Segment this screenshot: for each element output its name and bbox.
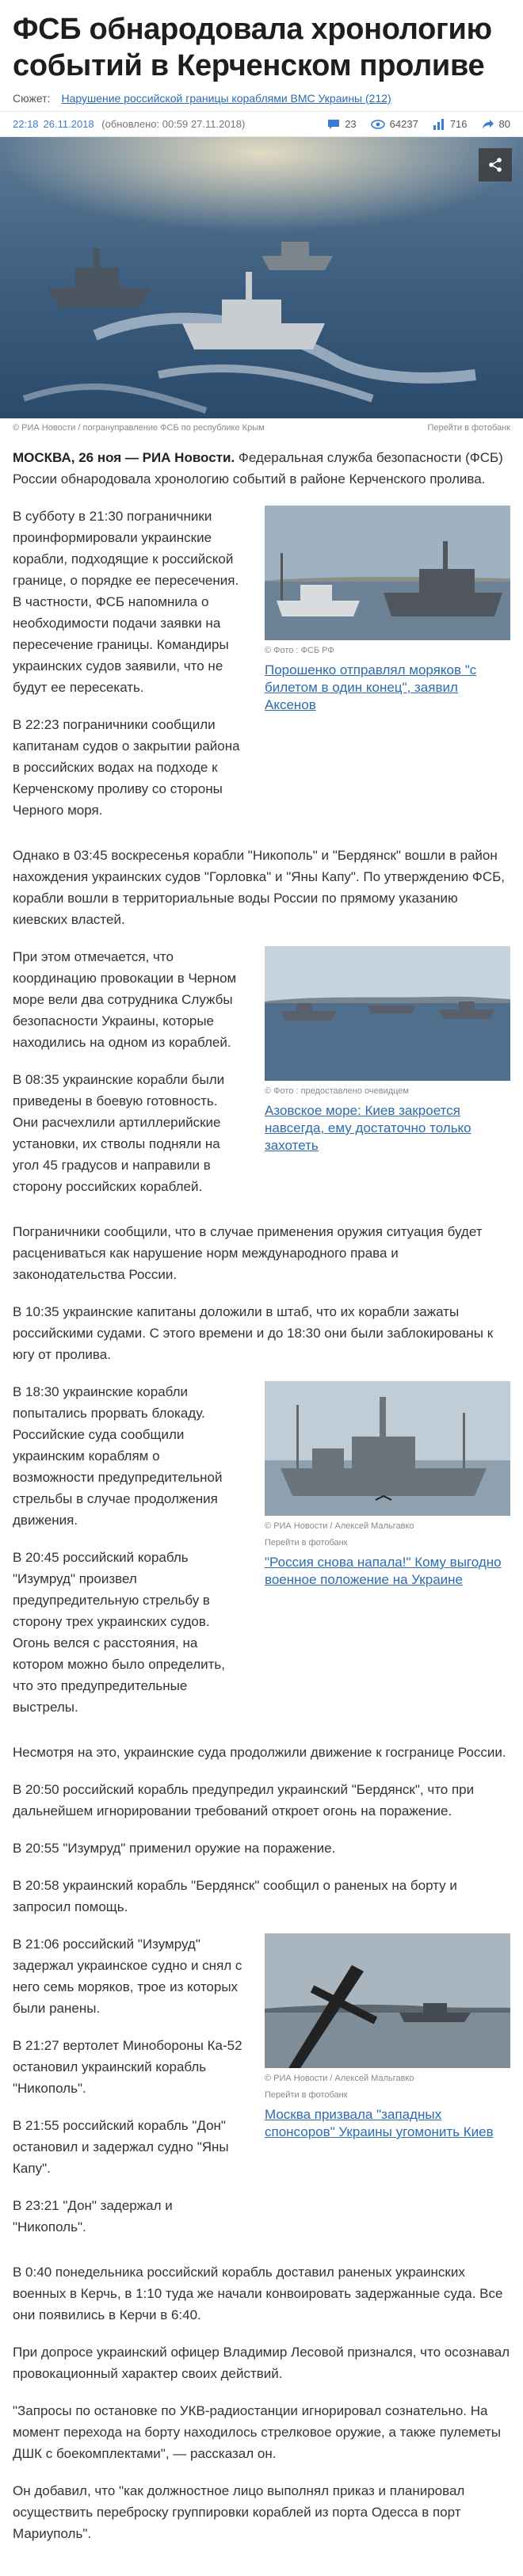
paragraph: Он добавил, что "как должностное лицо выполнял приказ и планировал осуществить переброску группировки кораблей из порта Одесса в порт Мариуполь". [13,2483,465,2541]
paragraph: При этом отмечается, что координацию провокации в Черном море вели два сотрудника Службы безопасности Украины, которые находились на одном из кораблей. [13,949,237,1050]
share-button[interactable] [479,148,512,181]
publish-time: 22:18 [13,118,39,130]
views-stat [371,118,418,130]
likes-stat[interactable] [433,118,468,130]
paragraph: В 10:35 украинские капитаны доложили в штаб, что их корабли зажаты российскими судами. С этого времени и до 18:30 они были заблокированы к югу от пролива. [13,1304,494,1362]
shares-count: 80 [498,118,510,130]
related-photo-source: © Фото : ФСБ РФ [265,646,334,655]
paragraph: В 18:30 украинские корабли попытались прорвать блокаду. Российские суда сообщили украинским кораблям о возможности предупредительной стрельбы в случае продолжения движения. [13,1384,223,1528]
paragraph: В 20:50 российский корабль предупредил украинский "Бердянск", что при дальнейшем игнорировании требований откроет огонь на поражение. [13,1782,475,1818]
paragraph: В 21:55 российский корабль "Дон" остановил и задержал судно "Яны Капу". [13,2118,229,2176]
related-photo[interactable] [265,1381,510,1516]
paragraph: В субботу в 21:30 пограничники проинформировали украинские корабли, подходящие к российской границе, о порядке ее пересечения. В частности, ФСБ напомнила о необходимости подачи заявки на пересечение границы. Командиры украинских судов заявили, что не будут ее пересекать. [13,509,239,695]
share-icon [487,157,503,173]
likes-icon [433,119,445,130]
paragraph: В 21:27 вертолет Минобороны Ка-52 остановил украинский корабль "Никополь". [13,2038,242,2096]
related-photo-source: © РИА Новости / Алексей Мальгавко [265,1521,414,1531]
plot-link[interactable]: Нарушение российской границы кораблями ВМС Украины (212) [61,92,391,105]
related-link[interactable]: Азовское море: Киев закроется навсегда, ему достаточно только захотеть [265,1103,471,1153]
plot-label: Сюжет: [13,92,51,105]
paragraph: В 20:45 российский корабль "Изумруд" произвел предупредительную стрельбу в сторону трех украинских судов. Огонь велся с расстояния, на котором можно было определить, что это предупредительные выстрелы. [13,1550,225,1715]
updated-info: (обновлено: 00:59 27.11.2018) [101,118,246,130]
share-count-icon [482,119,494,130]
article-meta [0,111,523,137]
related-photobank-link[interactable]: Перейти в фотобанк [265,2090,348,2100]
paragraph: Несмотря на это, украинские суда продолжили движение к госгранице России. [13,1745,506,1760]
paragraph: В 20:55 "Изумруд" применил оружие на поражение. [13,1841,336,1856]
comment-icon [327,119,340,130]
paragraph: Однако в 03:45 воскресенья корабли "Никополь" и "Бердянск" вошли в район нахождения украинских судов "Горловка" и "Яны Капу". По утверждению ФСБ, корабли вошли в территориальные воды России по прямому указанию киевских властей. [13,848,505,927]
related-photo-source: © РИА Новости / Алексей Мальгавко [265,2074,414,2083]
related-link[interactable]: Порошенко отправлял моряков "с билетом в один конец", заявил Аксенов [265,662,477,712]
shares-stat[interactable] [482,118,510,130]
paragraph: В 0:40 понедельника российский корабль доставил раненых украинских военных в Керчь, в 1:10 туда же начали конвоировать задержанные суда. Все они появились в Керчи в 6:40. [13,2265,503,2322]
plot-line [0,89,523,111]
related-photo-source: © Фото : предоставлено очевидцем [265,1086,409,1096]
paragraph: "Запросы по остановке по УКВ-радиостанции игнорировал сознательно. На момент перехода на борту находилось стрелковое оружие, а также пулеметы ДШК с боекомплектами", — рассказал он. [13,2403,501,2461]
article-body [0,447,523,2544]
eye-icon [371,120,385,129]
section-1 [13,506,510,837]
comments-count: 23 [345,118,357,130]
lead-paragraph [13,447,510,490]
hero-photo [0,137,523,418]
publish-info [13,118,250,130]
related-link[interactable]: "Россия снова напала!" Кому выгодно военное положение на Украине [265,1555,502,1587]
related-photo[interactable] [265,946,510,1081]
paragraph: При допросе украинский офицер Владимир Лесовой признался, что осознавал провокационный характер своих действий. [13,2345,510,2381]
article-title: ФСБ обнародовала хронологию событий в Керченском проливе [13,13,492,82]
related-photobank-link[interactable]: Перейти в фотобанк [265,1538,348,1548]
hero-image[interactable] [0,137,523,418]
paragraph: В 20:58 украинский корабль "Бердянск" сообщил о раненых на борту и запросил помощь. [13,1878,457,1914]
section-4 [13,1933,510,2254]
hero-photobank-link[interactable]: Перейти в фотобанк [427,423,510,433]
related-article-1[interactable] [265,506,510,837]
paragraph: Пограничники сообщили, что в случае применения оружия ситуация будет расцениваться как нарушение норм международного права и законодательства России. [13,1224,483,1282]
related-article-2[interactable] [265,946,510,1213]
lead-dateline: МОСКВА, 26 ноя — РИА Новости. [13,450,235,465]
paragraph: В 21:06 российский "Изумруд" задержал украинское судно и снял с него семь моряков, трое из которых были ранены. [13,1937,242,2016]
related-link[interactable]: Москва призвала "западных спонсоров" Украины угомонить Киев [265,2107,494,2139]
article-stats [327,118,510,130]
lead-text: Федеральная служба безопасности (ФСБ) России обнародовала хронологию событий в районе Керченского пролива. [13,450,503,487]
publish-date: 26.11.2018 [43,118,94,130]
related-article-4[interactable] [265,1933,510,2254]
hero-caption [0,418,523,447]
section-2 [13,946,510,1213]
paragraph: В 08:35 украинские корабли были приведены в боевую готовность. Они расчехлили артиллерийские установки, их стволы подняли на угол 45 градусов и направили в сторону российских кораблей. [13,1072,225,1194]
related-photo[interactable] [265,1933,510,2068]
hero-source: © РИА Новости / погрануправление ФСБ по республике Крым [13,423,265,433]
paragraph: В 23:21 "Дон" задержал и "Никополь". [13,2198,173,2234]
likes-count: 716 [449,118,468,130]
related-photo[interactable] [265,506,510,640]
comments-stat[interactable] [327,118,356,130]
views-count: 64237 [389,118,418,130]
section-3 [13,1381,510,1734]
paragraph: В 22:23 пограничники сообщили капитанам судов о закрытии района в российских водах на подходе к Керченскому проливу со стороны Черного моря. [13,717,240,818]
related-article-3[interactable] [265,1381,510,1734]
